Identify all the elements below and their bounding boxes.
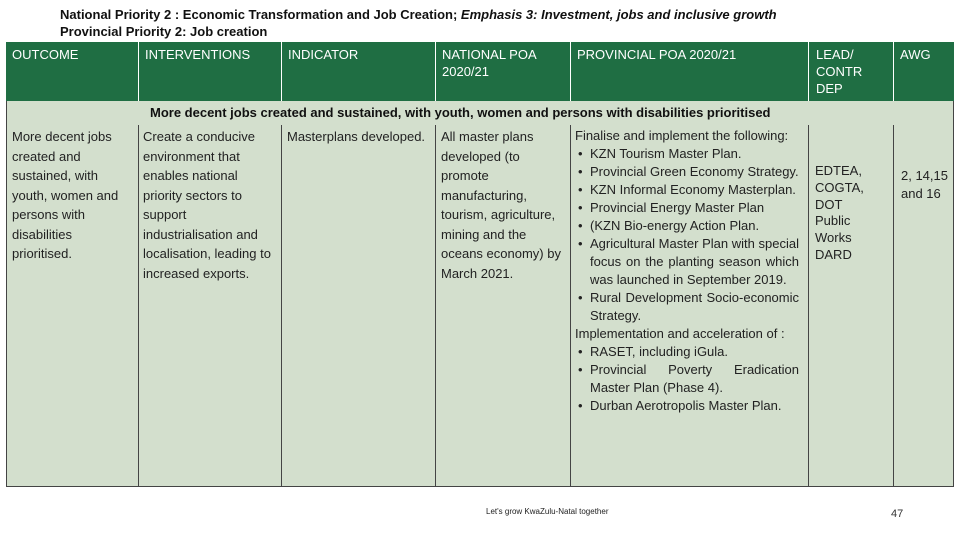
column-divider <box>570 125 571 487</box>
column-divider <box>893 125 894 487</box>
cell-indicator: Masterplans developed. <box>287 129 426 144</box>
list-item: • Durban Aerotropolis Master Plan. <box>575 397 799 415</box>
list-item: • Provincial Green Economy Strategy. <box>575 163 799 181</box>
provincial-intro-2: Implementation and acceleration of : <box>575 326 785 341</box>
footer-slogan: Let's grow KwaZulu-Natal together <box>486 507 609 516</box>
page-number: 47 <box>891 508 904 520</box>
list-item: • (KZN Bio-energy Action Plan. <box>575 217 799 235</box>
list-item: • RASET, including iGula. <box>575 343 799 361</box>
column-divider <box>808 125 809 487</box>
provincial-list-2 <box>575 343 799 415</box>
cell-national-poa: All master plans developed (to promote manufacturing, tourism, agriculture, mining and the oceans economy) by March 2021. <box>441 129 561 281</box>
header-outcome: OUTCOME <box>6 42 138 101</box>
header-awg: AWG <box>894 42 954 101</box>
column-divider <box>138 125 139 487</box>
list-item: • Provincial Poverty Eradication Master Plan (Phase 4). <box>575 361 799 397</box>
cell-interventions: Create a conducive environment that enables national priority sectors to support industrialisation and localisation, leading to increased exports. <box>143 129 271 281</box>
list-item: • Provincial Energy Master Plan <box>575 199 799 217</box>
cell-provincial-poa <box>575 127 799 415</box>
header-interventions: INTERVENTIONS <box>139 42 281 101</box>
provincial-list <box>575 145 799 325</box>
cell-outcome: More decent jobs created and sustained, with youth, women and persons with disabilities prioritised. <box>12 129 119 261</box>
header-indicator: INDICATOR <box>282 42 435 101</box>
outcome-banner: More decent jobs created and sustained, with youth, women and persons with disabilities prioritised <box>6 101 954 125</box>
header-lead-dep: LEAD/ CONTR DEP <box>809 42 893 101</box>
header-provincial-poa: PROVINCIAL POA 2020/21 <box>571 42 808 101</box>
slide-title <box>60 6 777 40</box>
column-divider <box>435 125 436 487</box>
list-item: • KZN Tourism Master Plan. <box>575 145 799 163</box>
title-line-1: National Priority 2 : Economic Transformation and Job Creation; Emphasis 3: Investment, jobs and inclusive growth <box>60 7 777 22</box>
list-item: • Rural Development Socio-economic Strategy. <box>575 289 799 325</box>
cell-lead-dep: EDTEA, COGTA, DOT Public Works DARD <box>815 163 864 262</box>
list-item: • Agricultural Master Plan with special focus on the planting season which was launched in September 2019. <box>575 235 799 289</box>
title-line-2: Provincial Priority 2: Job creation <box>60 24 268 39</box>
list-item: • KZN Informal Economy Masterplan. <box>575 181 799 199</box>
provincial-intro: Finalise and implement the following: <box>575 128 789 143</box>
cell-awg: 2, 14,15 and 16 <box>901 168 948 201</box>
column-divider <box>281 125 282 487</box>
header-national-poa: NATIONAL POA 2020/21 <box>436 42 570 101</box>
